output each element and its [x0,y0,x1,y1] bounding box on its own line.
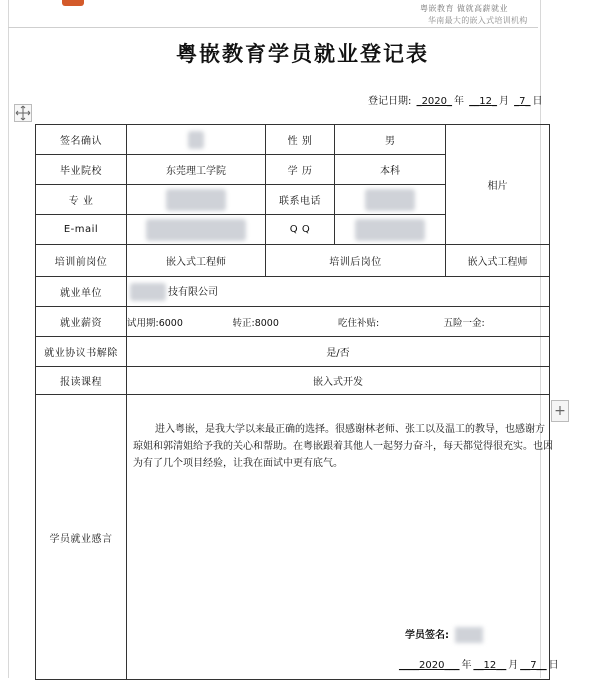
student-signature [405,626,483,643]
signature-year-char: 年 [461,660,472,671]
signature-year: 2020 [419,660,445,671]
gender-value[interactable]: 男 [335,125,446,155]
gender-label: 性 别 [266,125,335,155]
brand-logo-icon [62,0,84,6]
school-label: 毕业院校 [36,155,127,185]
sign-confirm-value[interactable] [127,125,266,155]
contract-label: 就业协议书解除 [36,337,127,367]
salary-regular[interactable]: 转正:8000 [232,317,279,329]
education-label: 学 历 [266,155,335,185]
remarks-label: 学员就业感言 [36,395,127,680]
photo-cell[interactable]: 相片 [446,125,550,245]
major-label: 专 业 [36,185,127,215]
phone-label: 联系电话 [266,185,335,215]
signature-month-char: 月 [508,660,519,671]
sign-confirm-label: 签名确认 [36,125,127,155]
header-subtitle: 华南最大的嵌入式培训机构 [428,16,528,25]
major-value[interactable] [127,185,266,215]
email-label: E-mail [36,215,127,245]
education-value[interactable]: 本科 [335,155,446,185]
page-title: 粤嵌教育学员就业登记表 [176,41,429,66]
salary-label: 就业薪资 [36,307,127,337]
employer-label: 就业单位 [36,277,127,307]
remarks-text: 进入粤嵌，是我大学以来最正确的选择。很感谢林老师、张工以及温工的教导，也感谢方琼姐和郭清姐给予我的关心和帮助。在粤嵌跟着其他人一起努力奋斗，每天都觉得很充实。也因为有了几个项目经验，让我在面试中更有底气。 [133,424,553,469]
registration-year: 2020 [421,96,448,107]
employer-text: 技有限公司 [168,286,218,298]
course-value[interactable]: 嵌入式开发 [127,367,550,395]
table-row [36,245,550,277]
table-row [36,277,550,307]
signature-day-char: 日 [548,660,559,671]
registration-month: 12 [479,96,492,107]
student-signature-label: 学员签名: [405,630,449,641]
table-row [36,395,550,680]
phone-value[interactable] [335,185,446,215]
table-row [36,337,550,367]
registration-year-char: 年 [454,96,465,107]
header-divider [8,27,538,28]
position-before-label: 培训前岗位 [36,245,127,277]
table-row [36,367,550,395]
table-row [36,307,550,337]
registration-date: 登记日期: _2020_ 年 __12_ 月 _7_ 日 [368,96,543,107]
school-value[interactable]: 东莞理工学院 [127,155,266,185]
email-value[interactable] [127,215,266,245]
header-slogan: 粤嵌教育 做就高薪就业 [420,4,509,13]
position-before-value[interactable]: 嵌入式工程师 [127,245,266,277]
qq-label: Q Q [266,215,335,245]
signature-day: 7 [530,660,537,671]
employer-value[interactable] [127,277,550,307]
signature-month: 12 [483,660,497,671]
course-label: 报读课程 [36,367,127,395]
qq-value[interactable] [335,215,446,245]
registration-month-char: 月 [498,96,509,107]
table-move-handle-icon[interactable] [14,104,32,122]
registration-table [35,124,559,680]
position-after-value[interactable]: 嵌入式工程师 [446,245,550,277]
registration-day-char: 日 [532,96,543,107]
registration-day: 7 [519,96,526,107]
salary-trial[interactable]: 试用期:6000 [127,317,183,329]
add-column-icon[interactable]: + [551,400,569,422]
salary-details [127,307,550,337]
remarks-cell[interactable] [127,395,559,680]
position-after-label: 培训后岗位 [266,245,446,277]
table-row [36,125,550,155]
signature-date: ____2020___ 年 __12__ 月 __7__ 日 [399,660,559,671]
registration-date-label: 登记日期: [368,96,412,107]
page-left-edge [8,0,9,678]
salary-allowance[interactable]: 吃住补贴: [338,317,380,329]
contract-value[interactable]: 是/否 [127,337,550,367]
salary-insurance[interactable]: 五险一金: [443,317,485,329]
